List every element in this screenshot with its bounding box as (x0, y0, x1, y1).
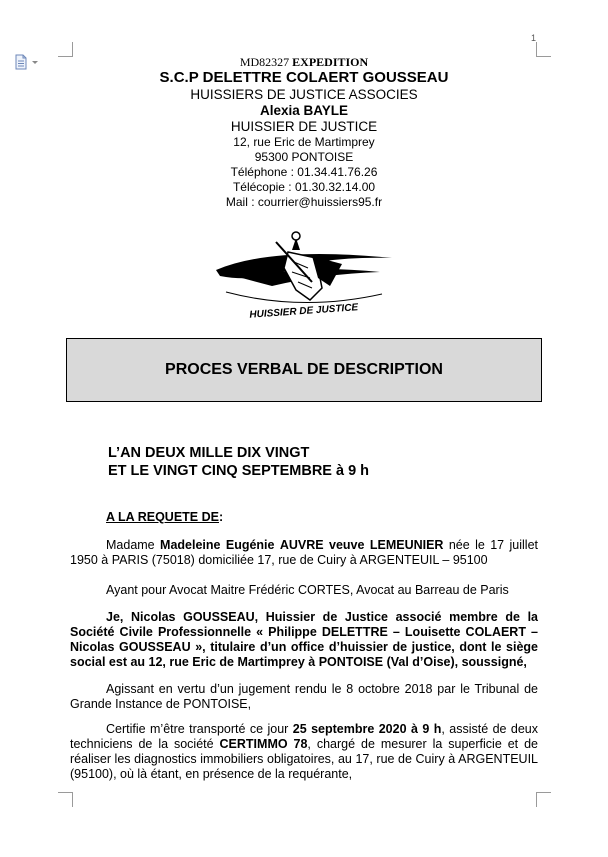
paragraph-certification (70, 722, 538, 782)
reference-code: MD82327 (239, 55, 290, 69)
address-line-2: 95300 PONTOISE (254, 150, 354, 164)
p5-text-e: , chargé de mesurer la superficie et de réaliser les diagnostics immobiliers obligatoires, au 17, rue de Cuiry à ARGENTEUIL (95100), où là étant, en présence de la requérante, (70, 737, 538, 781)
p5-text-a: Certifie m’être transporté ce jour (106, 722, 293, 736)
logo-caption: HUISSIER DE JUSTICE (249, 302, 359, 321)
fax: Télécopie : 01.30.32.14.00 (232, 180, 376, 194)
firm-name: S.C.P DELETTRE COLAERT GOUSSEAU (159, 69, 449, 86)
date-line-2: ET LE VINGT CINQ SEPTEMBRE à 9 h (108, 463, 370, 479)
document-icon[interactable] (14, 54, 40, 70)
date-line-1: L’AN DEUX MILLE DIX VINGT (108, 445, 310, 461)
crop-mark-bottom-right (536, 792, 551, 807)
paragraph-bailiff: Je, Nicolas GOUSSEAU, Huissier de Justice associé membre de la Société Civile Professionnelle « Philippe DELETTRE – Louisette COLAERT – Nicolas GOUSSEAU », titulaire d’un office d’huissier de justice, dont le siège social est au 12, rue Eric de Martimprey à PONTOISE (Val d’Oise), soussigné, (70, 610, 538, 669)
p1-text-e: née le 17 juillet 1950 à PARIS (75018) domiciliée 17, rue de Cuiry à ARGENTEUIL – 95100 (70, 538, 538, 567)
title-box (66, 338, 542, 402)
visit-date: 25 septembre 2020 à 9 h (292, 722, 442, 736)
company-name: CERTIMMO 78 (219, 737, 308, 751)
address-line-1: 12, rue Eric de Martimprey (233, 135, 375, 149)
bailiff-name: Alexia BAYLE (259, 103, 349, 118)
requester-surname: AUVRE veuve LEMEUNIER (279, 538, 444, 552)
firm-subtitle: HUISSIERS DE JUSTICE ASSOCIES (190, 87, 418, 102)
requete-colon: : (218, 510, 224, 524)
bailiff-title: HUISSIER DE JUSTICE (230, 119, 378, 134)
document-title: PROCES VERBAL DE DESCRIPTION (165, 361, 443, 378)
reference-line (70, 55, 538, 69)
crop-mark-bottom-left (58, 792, 73, 807)
crop-mark-top-right (536, 42, 551, 57)
p1-text-a: Madame (106, 538, 161, 552)
paragraph-lawyer: Ayant pour Avocat Maitre Frédéric CORTES, Avocat au Barreau de Paris (106, 583, 509, 597)
requester-first-names: Madeleine Eugénie (160, 538, 275, 552)
phone: Téléphone : 01.34.41.76.26 (230, 165, 378, 179)
requete-label: A LA REQUETE DE (106, 510, 219, 524)
email: Mail : courrier@huissiers95.fr (225, 195, 383, 209)
paragraph-judgment: Agissant en vertu d’un jugement rendu le 8 octobre 2018 par le Tribunal de Grande Instance de PONTOISE, (70, 682, 538, 711)
huissier-logo (212, 228, 396, 324)
p5-text-c: , assisté de deux techniciens de la société (70, 722, 538, 751)
reference-label: EXPEDITION (292, 55, 369, 69)
date-block (108, 444, 369, 480)
letterhead (70, 55, 538, 210)
paragraph-requester (70, 538, 538, 568)
page-number: 1 (531, 33, 537, 43)
requete-heading (106, 510, 223, 525)
